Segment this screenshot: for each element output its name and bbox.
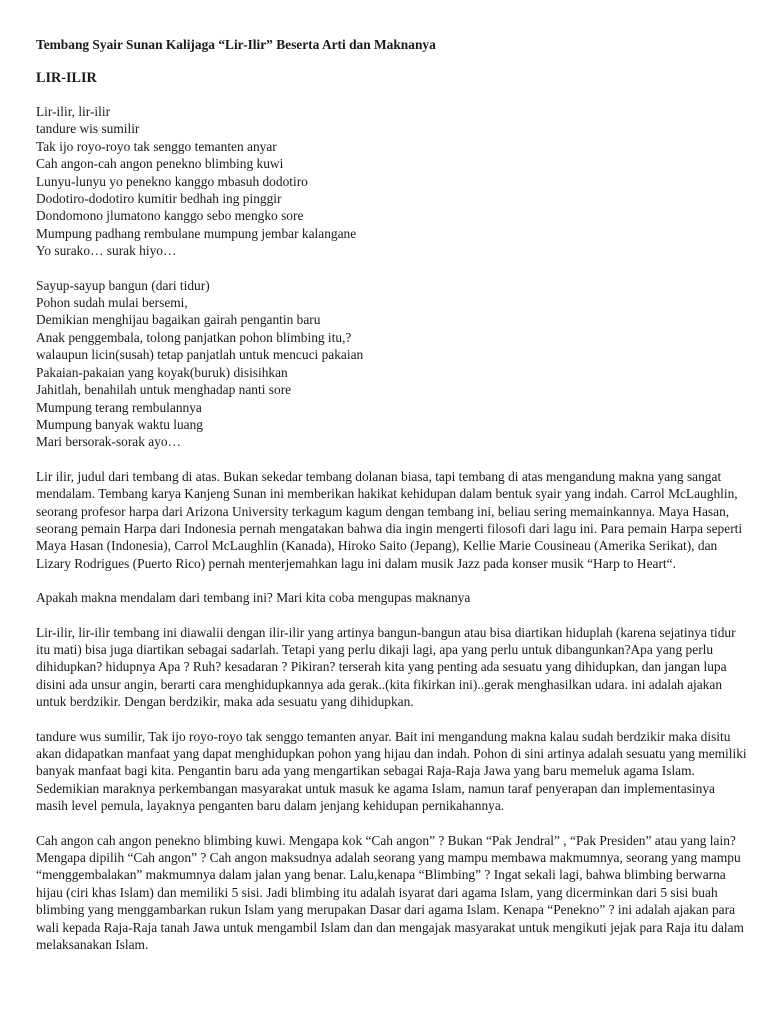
lyric-line: Lir-ilir, lir-ilir: [36, 104, 111, 119]
lyric-line: Tak ijo royo-royo tak senggo temanten anyar: [36, 138, 277, 154]
paragraph-tandure: tandure wus sumilir, Tak ijo royo-royo tak senggo temanten anyar. Bait ini mengandung makna kalau sudah berdzikir maka disitu akan didapatkan manfaat yang dapat menghidupkan pohon yang hijau dan indah. Pohon di sini artinya adalah sesuatu yang memiliki banyak manfaat bagi kita. Pengantin baru ada yang mengartikan sebagai Raja-Raja Jawa yang baru memeluk agama Islam. Sedemikian maraknya perkembangan masyarakat untuk masuk ke agama Islam, namun taraf penyerapan dan implementasinya masih level pemula, layaknya penganten baru dalam jenjang kehidupan pernikahannya.: [36, 728, 747, 814]
translation-line: Pakaian-pakaian yang koyak(buruk) disisihkan: [36, 364, 288, 380]
lyric-line: Mumpung padhang rembulane mumpung jembar kalangane: [36, 225, 357, 241]
paragraph-question: Apakah makna mendalam dari tembang ini? Mari kita coba mengupas maknanya: [36, 590, 471, 606]
translation-line: Mari bersorak-sorak ayo…: [36, 434, 182, 450]
lyric-line: tandure wis sumilir: [36, 121, 140, 137]
paragraph-intro: Lir ilir, judul dari tembang di atas. Bukan sekedar tembang dolanan biasa, tapi tembang di atas mengandung makna yang sangat mendalam. Tembang karya Kanjeng Sunan ini memberikan hakikat kehidupan dalam bentuk syair yang indah. Carrol McLaughlin, seorang profesor harpa dari Arizona University terkagum kagum dengan tembang ini, beliau sering memainkannya. Maya Hasan, seorang pemain Harpa dari Indonesia pernah mengatakan bahwa dia ingin mengerti filosofi dari lagu ini. Para pemain Harpa seperti Maya Hasan (Indonesia), Carrol McLaughlin (Kanada), Hiroko Saito (Jepang), Kellie Marie Cousineau (Amerika Serikat), dan Lizary Rodrigues (Puerto Rico) pernah menterjemahkan lagu ini dalam musik Jazz pada konser musik “Harp to Heart“.: [36, 468, 743, 571]
lyric-line: Yo surako… surak hiyo…: [36, 243, 177, 259]
document-title: Tembang Syair Sunan Kalijaga “Lir-Ilir” Beserta Arti dan Maknanya: [36, 37, 436, 52]
translation-line: Anak penggembala, tolong panjatkan pohon blimbing itu,?: [36, 329, 352, 345]
lyric-line: Lunyu-lunyu yo penekno kanggo mbasuh dodotiro: [36, 173, 308, 189]
lyric-line: Dodotiro-dodotiro kumitir bedhah ing pinggir: [36, 191, 282, 207]
paragraph-cah-angon: Cah angon cah angon penekno blimbing kuwi. Mengapa kok “Cah angon” ? Bukan “Pak Jendral” , “Pak Presiden” atau yang lain? Mengapa dipilih “Cah angon” ? Cah angon maksudnya adalah seorang yang mampu membawa makmumnya, seorang yang mampu “menggembalakan” makmumnya dalam jalan yang benar. Lalu,kenapa “Blimbing” ? Ingat sekali lagi, bahwa blimbing berwarna hijau (ciri khas Islam) dan memiliki 5 sisi. Jadi blimbing itu adalah isyarat dari agama Islam, yang dicerminkan dari 5 sisi buah blimbing yang menggambarkan rukun Islam yang merupakan Dasar dari agama Islam. Kenapa “Penekno” ? ini adalah ajakan para wali kepada Raja-Raja tanah Jawa untuk mengambil Islam dan dan mengajak masyarakat untuk mengikuti jejak para Raja itu dalam melaksanakan Islam.: [36, 832, 744, 953]
paragraph-lir-ilir: Lir-ilir, lir-ilir tembang ini diawalii dengan ilir-ilir yang artinya bangun-bangun atau bisa diartikan hiduplah (karena sejatinya tidur itu mati) bisa juga diartikan sebagai sadarlah. Tetapi yang perlu dikaji lagi, apa yang perlu untuk dibangunkan?Apa yang perlu dihidupkan? hidupnya Apa ? Ruh? kesadaran ? Pikiran? terserah kita yang penting ada sesuatu yang dihidupkan, dan jangan lupa disini ada unsur angin, berarti cara menghidupkannya ada gerak..(kita fikirkan ini)..gerak menghasilkan udara. ini adalah ajakan untuk berdzikir. Dengan berdzikir, maka ada sesuatu yang dihidupkan.: [36, 624, 736, 710]
lyric-line: Dondomono jlumatono kanggo sebo mengko sore: [36, 208, 304, 224]
translation-line: Demikian menghijau bagaikan gairah pengantin baru: [36, 312, 321, 328]
translation-line: Sayup-sayup bangun (dari tidur): [36, 277, 210, 293]
translation-line: Jahitlah, benahilah untuk menghadap nanti sore: [36, 382, 292, 398]
song-heading: LIR-ILIR: [36, 70, 97, 86]
translation-line: Pohon sudah mulai bersemi,: [36, 295, 188, 311]
translation-line: walaupun licin(susah) tetap panjatlah untuk mencuci pakaian: [36, 347, 364, 363]
translation-line: Mumpung terang rembulannya: [36, 399, 202, 415]
translation-line: Mumpung banyak waktu luang: [36, 416, 203, 432]
stanza-translation: [36, 277, 748, 451]
stanza-javanese: [36, 103, 748, 260]
lyric-line: Cah angon-cah angon penekno blimbing kuwi: [36, 156, 284, 172]
